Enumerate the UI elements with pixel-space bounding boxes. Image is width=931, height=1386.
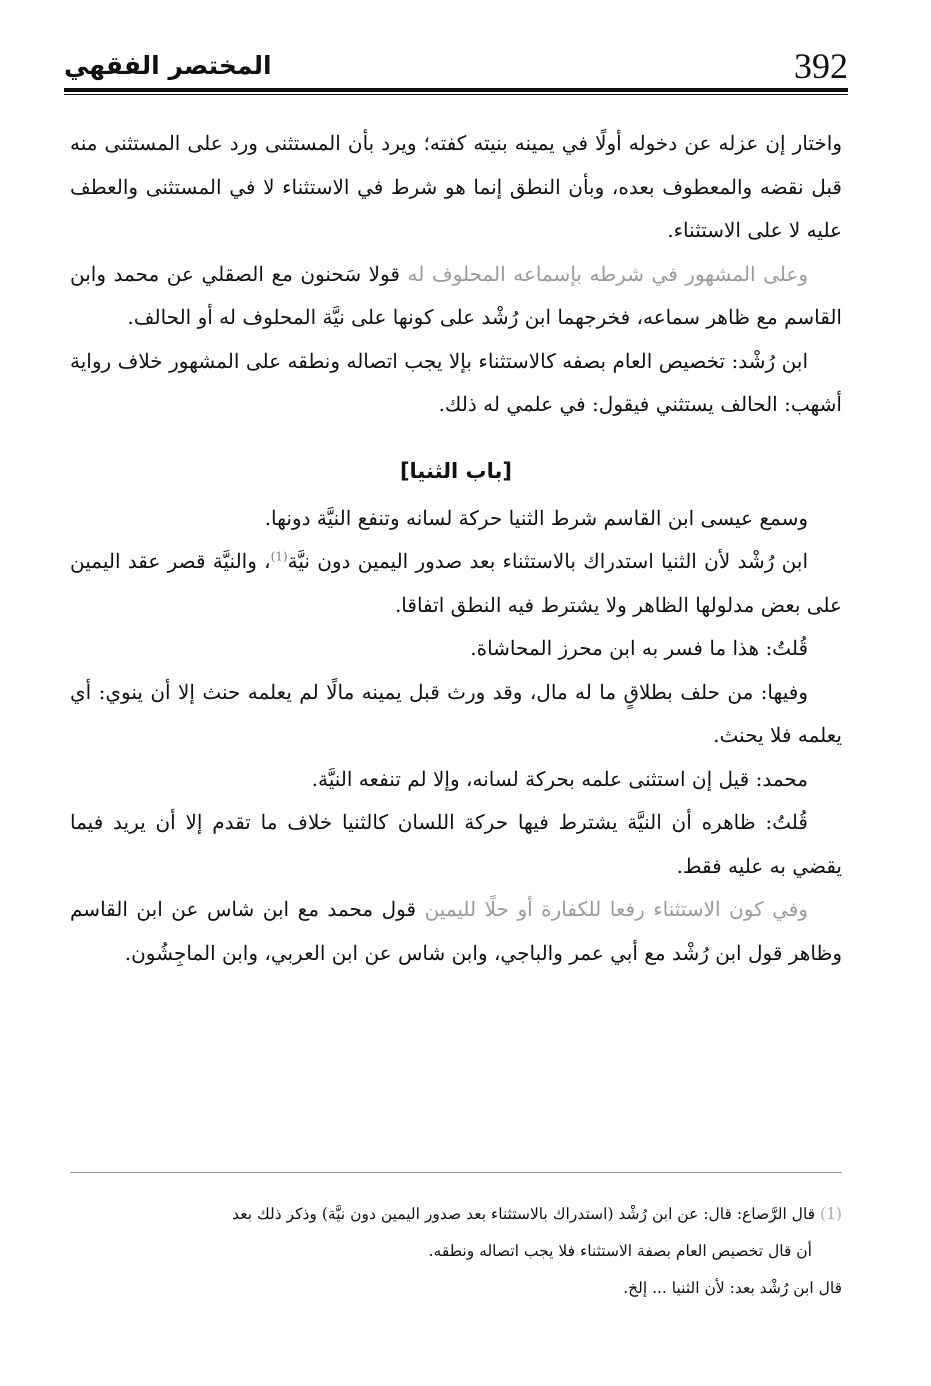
page-header (64, 40, 848, 96)
paragraph-1: واختار إن عزله عن دخوله أولًا في يمينه بنيته كفته؛ ويرد بأن المستثنى ورد على المستثنى منه قبل نقضه والمعطوف بعده، وبأن النطق إنما هو شرط في الاستثناء لا في المستثنى والعطف عليه لا على الاستثناء. (70, 131, 842, 242)
paragraph-5-text-b: ، والنيَّة قصر عقد اليمين على بعض مدلولها الظاهر ولا يشترط فيه النطق اتفاقا. (70, 549, 842, 617)
book-title: المختصر الفقهي (64, 51, 272, 80)
footnote-1-line-3: قال ابن رُشْد بعد: لأن الثنيا ... إلخ. (623, 1279, 842, 1297)
paragraph-2 (70, 253, 842, 340)
section-title: [باب الثنيا] (399, 458, 513, 483)
footnotes (70, 1196, 842, 1307)
paragraph-5-text-a: ابن رُشْد لأن الثنيا استدراك بالاستثناء بعد صدور اليمين دون نيَّة (287, 549, 809, 573)
footnote-separator (70, 1172, 842, 1173)
page-number: 392 (794, 46, 848, 86)
paragraph-5 (70, 540, 842, 627)
header-rule-thick (64, 88, 848, 92)
paragraph-4: وسمع عيسى ابن القاسم شرط الثنيا حركة لسانه وتنفع النيَّة دونها. (264, 505, 808, 530)
paragraph-10-text: قول محمد مع ابن شاس عن ابن القاسم وظاهر قول ابن رُشْد مع أبي عمر والباجي، وابن شاس عن ابن العربي، وابن الماجِشُون. (70, 897, 842, 965)
main-text (70, 122, 842, 975)
footnote-1-text: قال الرَّصاع: قال: عن ابن رُشْد (استدراك بالاستثناء بعد صدور اليمين دون نيَّة) وذكر ذلك بعد (232, 1205, 820, 1223)
paragraph-9: قُلتُ: ظاهره أن النيَّة يشترط فيها حركة اللسان كالثنيا خلاف ما تقدم إلا أن يريد فيما يقضي به عليه فقط. (70, 810, 842, 878)
paragraph-6: قُلتُ: هذا ما فسر به ابن محرز المحاشاة. (470, 636, 808, 660)
footnote-ref[interactable]: (1) (270, 549, 288, 564)
paragraph-7: وفيها: من حلف بطلاقٍ ما له مال، وقد ورث قبل يمينه مالًا لم يعلمه حنث إلا أن ينوي: أي يعلمه فلا يحنث. (70, 679, 842, 747)
faded-text: وعلى المشهور في شرطه بإسماعه المحلوف له (407, 261, 809, 286)
paragraph-2-text: قولا سَحنون مع الصقلي عن محمد وابن القاسم مع ظاهر سماعه، فخرجهما ابن رُشْد على كونها على نيَّة المحلوف له أو الحالف. (70, 261, 842, 329)
faded-text: وفي كون الاستثناء رفعا للكفارة أو حلًا لليمين (424, 897, 808, 921)
paragraph-10 (70, 888, 842, 975)
footnote-1-line-2: أن قال تخصيص العام بصفة الاستثناء فلا يجب اتصاله ونطقه. (428, 1242, 812, 1260)
header-rule-thin (64, 94, 848, 95)
paragraph-8: محمد: قيل إن استثنى علمه بحركة لسانه، وإلا لم تنفعه النيَّة. (311, 766, 808, 791)
paragraph-3: ابن رُشْد: تخصيص العام بصفه كالاستثناء بإلا يجب اتصاله ونطقه على المشهور خلاف رواية أشهب: الحالف يستثني فيقول: في علمي له ذلك. (70, 348, 842, 416)
footnote-1-line-1 (70, 1196, 842, 1233)
footnote-number: (1) (820, 1205, 842, 1223)
